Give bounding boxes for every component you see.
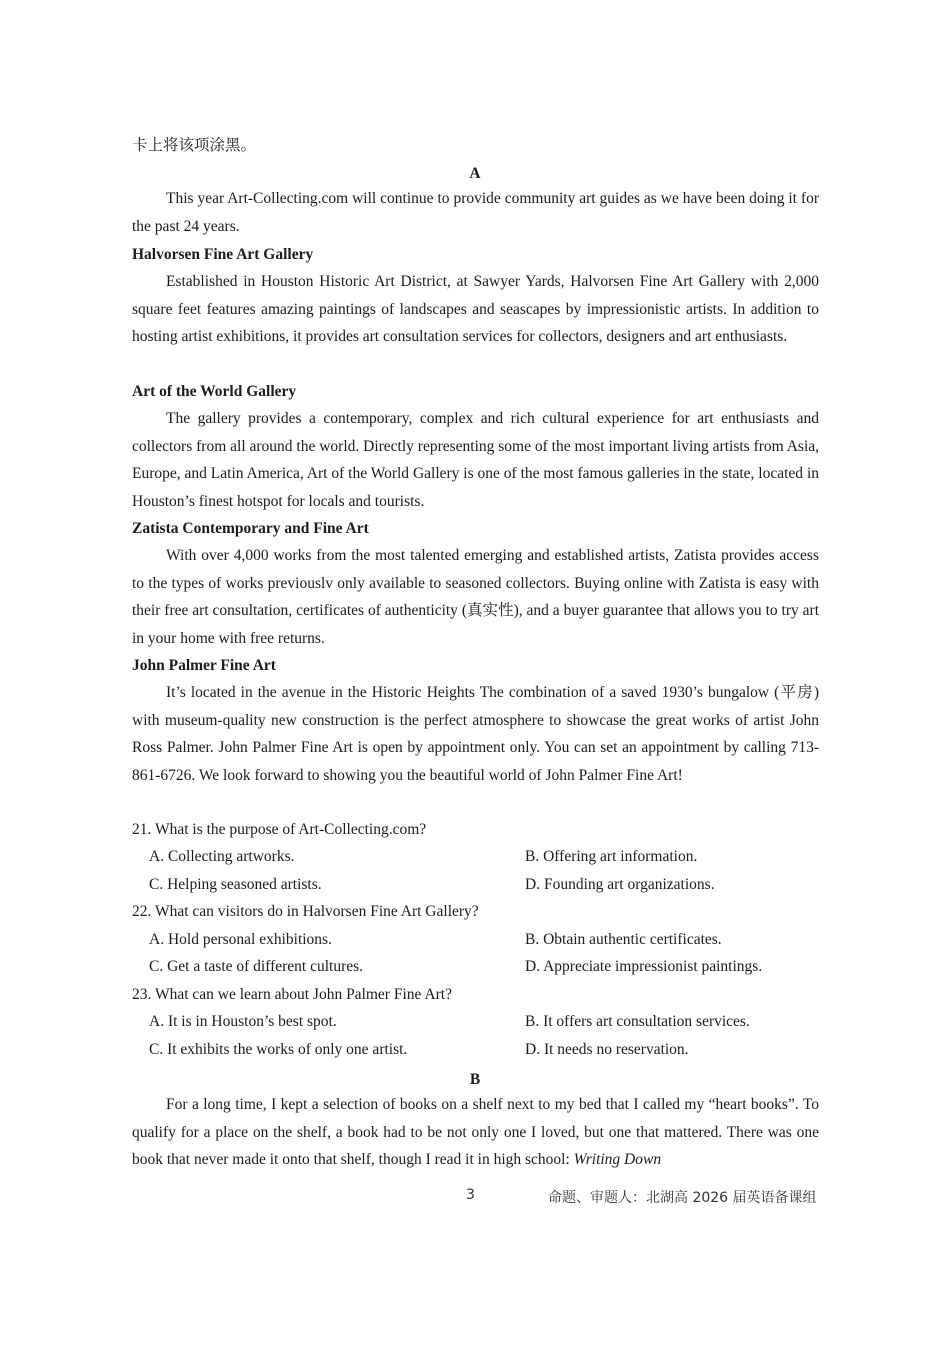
- question-22-option-b: B. Obtain authentic certificates.: [525, 931, 722, 948]
- section-b-text: For a long time, I kept a selection of books on a shelf next to my bed that I called my “heart books”. To qualify for a place on the shelf, a book had to be not only one I loved, but one that mattered. There was one book that never made it onto that shelf, though I read it in high school:: [132, 1096, 819, 1168]
- question-21-stem: 21. What is the purpose of Art-Collecting.com?: [132, 821, 427, 838]
- section-a-heading: A: [469, 165, 481, 182]
- question-22-option-a: A. Hold personal exhibitions.: [149, 931, 332, 948]
- question-23-option-c: C. It exhibits the works of only one artist.: [149, 1041, 408, 1058]
- gallery-title: John Palmer Fine Art: [132, 657, 276, 674]
- question-21-option-c: C. Helping seasoned artists.: [149, 876, 322, 893]
- section-a-intro: This year Art-Collecting.com will continue to provide community art guides as we have been doing it for the past 24 years.: [132, 190, 819, 235]
- question-21-option-b: B. Offering art information.: [525, 848, 698, 865]
- gallery-description: Established in Houston Historic Art District, at Sawyer Yards, Halvorsen Fine Art Gallery with 2,000 square feet features amazing paintings of landscapes and seascapes by impressionistic artists. In addition to hosting artist exhibitions, it provides art consultation services for collectors, designers and art enthusiasts.: [132, 273, 819, 345]
- gallery-title: Halvorsen Fine Art Gallery: [132, 246, 314, 263]
- question-23-option-b: B. It offers art consultation services.: [525, 1013, 750, 1030]
- gallery-title: Art of the World Gallery: [132, 383, 297, 400]
- question-22-option-c: C. Get a taste of different cultures.: [149, 958, 364, 975]
- footer-credit: 命题、审题人：北湖高 2026 届英语备课组: [548, 1190, 817, 1206]
- gallery-title: Zatista Contemporary and Fine Art: [132, 520, 369, 537]
- instruction-tail: 卡上将该项涂黑。: [132, 137, 257, 154]
- question-23-option-a: A. It is in Houston’s best spot.: [149, 1013, 337, 1030]
- gallery-description: With over 4,000 works from the most talented emerging and established artists, Zatista provides access to the types of works previouslv only available to seasoned collectors. Buying online with Zatista is easy with their free art consultation, certificates of authenticity (真实性), and a buyer guarantee that allows you to try art in your home with free returns.: [132, 547, 819, 647]
- question-21-option-a: A. Collecting artworks.: [149, 848, 295, 865]
- question-22-option-d: D. Appreciate impressionist paintings.: [525, 958, 763, 975]
- question-23-stem: 23. What can we learn about John Palmer Fine Art?: [132, 986, 452, 1003]
- question-22-stem: 22. What can visitors do in Halvorsen Fine Art Gallery?: [132, 903, 479, 920]
- page-number: 3: [466, 1187, 475, 1203]
- section-b-heading: B: [469, 1071, 481, 1088]
- section-b-paragraph: [132, 1091, 819, 1174]
- gallery-description: The gallery provides a contemporary, complex and rich cultural experience for art enthusiasts and collectors from all around the world. Directly representing some of the most important living artists from Asia, Europe, and Latin America, Art of the World Gallery is one of the most famous galleries in the state, located in Houston’s finest hotspot for locals and tourists.: [132, 410, 820, 510]
- question-23-option-d: D. It needs no reservation.: [525, 1041, 689, 1058]
- book-title: Writing Down: [573, 1151, 662, 1168]
- question-21-option-d: D. Founding art organizations.: [525, 876, 715, 893]
- gallery-description: It’s located in the avenue in the Historic Heights The combination of a saved 1930’s bungalow (平房) with museum-quality new construction is the perfect atmosphere to showcase the great works of artist John Ross Palmer. John Palmer Fine Art is open by appointment only. You can set an appointment by calling 713-861-6726. We look forward to showing you the beautiful world of John Palmer Fine Art!: [132, 684, 819, 784]
